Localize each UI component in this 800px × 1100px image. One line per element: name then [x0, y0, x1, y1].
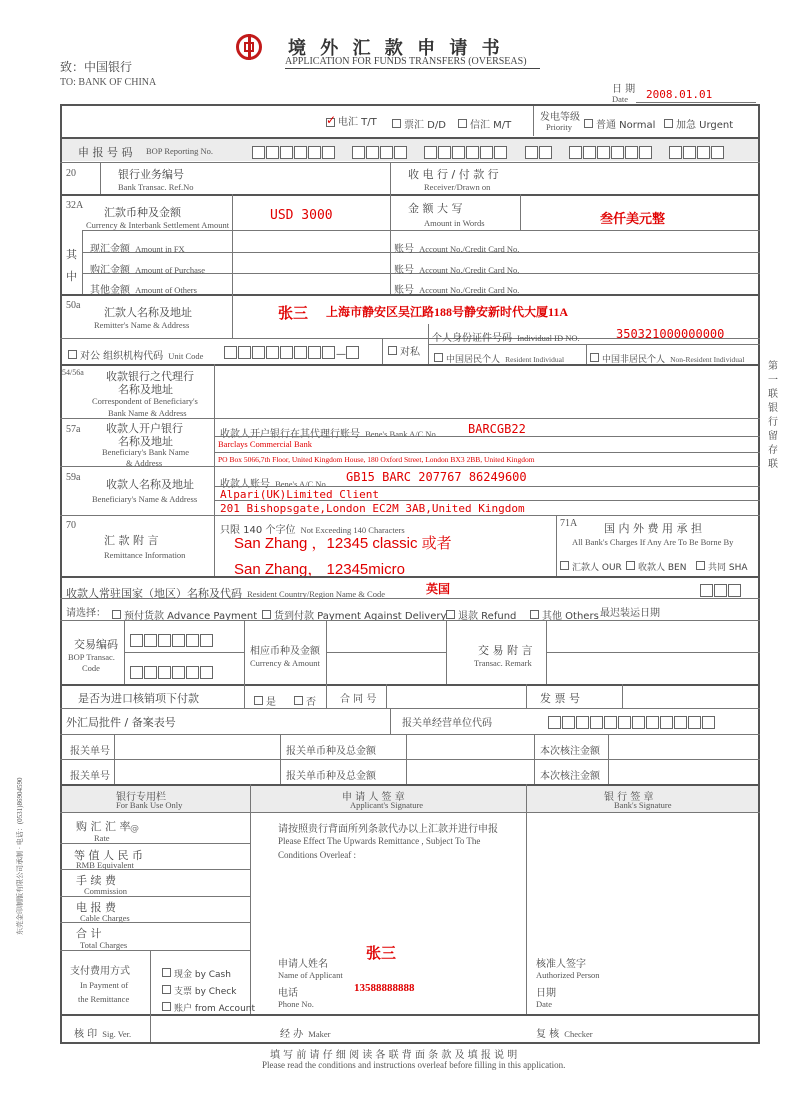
charges-sha[interactable]: 共同 SHA [696, 555, 748, 574]
refund-checkbox[interactable]: 退款 Refund [446, 604, 516, 623]
tt-checkmark: ✓ [326, 112, 337, 127]
bank-signature-label: 银 行 签 章 [604, 792, 654, 803]
charges-label: 国 内 外 费 用 承 担 [604, 522, 702, 535]
charges-label-en: All Bank's Charges If Any Are To Be Borne By [572, 537, 734, 547]
individual-id-label: 个人身份证件号码 Individual ID NO. [432, 333, 580, 344]
phone-value[interactable]: 13588888888 [354, 982, 415, 994]
applicant-name-label-en: Name of Applicant [278, 970, 343, 980]
transac-remark-label: 交 易 附 言 [478, 644, 533, 657]
of-which-char1: 其 [66, 248, 77, 261]
row71a-number: 71A [560, 518, 578, 529]
total-charges-label: 合 计 [76, 927, 102, 940]
customs-code-label: 报关单经营单位代码 [402, 718, 492, 729]
form-title-cn: 境 外 汇 款 申 请 书 [288, 38, 504, 59]
beneficiary-account-label: 收款人账号 Bene's A/C No. [220, 479, 328, 490]
individual-id-value[interactable]: 350321000000000 [616, 327, 725, 341]
beneficiary-label: 收款人名称及地址 [106, 478, 194, 491]
customs-total-label-1: 报关单币种及总金额 [286, 746, 376, 757]
bene-bank-label-en-2: & Address [126, 458, 163, 468]
remittance-info-label-en: Remittance Information [104, 550, 186, 560]
payment-select-label: 请选择： [66, 608, 106, 619]
customs-total-label-2: 报关单币种及总金额 [286, 771, 376, 782]
boc-logo [236, 34, 262, 60]
remittance-info-line1[interactable]: San Zhang ，12345 classic 或者 [234, 535, 452, 552]
amount-words-label: 金 额 大 写 [408, 202, 463, 215]
method-mt[interactable]: 信汇 M/T [458, 113, 511, 132]
row57a-number: 57a [66, 424, 81, 435]
amount-words-label-en: Amount in Words [424, 218, 485, 228]
bene-bank-label-2: 名称及地址 [118, 435, 173, 448]
form-title-en: APPLICATION FOR FUNDS TRANSFERS (OVERSEAS) [285, 56, 527, 67]
rate-label: 购 汇 汇 率 [76, 820, 131, 833]
remittance-info-label: 汇 款 附 言 [104, 534, 159, 547]
bank-use-label: 银行专用栏 [116, 792, 166, 803]
applicant-signature-label: 申 请 人 签 章 [342, 792, 405, 803]
remittance-request-en-1: Please Effect The Upwards Remittance , Subject To The [278, 836, 481, 846]
amount-label: 汇款币种及金额 [104, 206, 181, 219]
charges-ben[interactable]: 收款人 BEN [626, 555, 686, 574]
other-amount-label: 其他金额 Amount of Others [90, 285, 197, 296]
instruction-note-en: Please read the conditions and instructions overleaf before filling in this application. [262, 1060, 566, 1070]
to-bank-cn: 致：中国银行 [60, 60, 133, 74]
correspondent-label-en-1: Correspondent of Beneficiary's [92, 396, 198, 406]
remitter-name[interactable]: 张三 [278, 306, 309, 322]
transac-code-label-en-2: Code [82, 663, 100, 673]
transac-remark-label-en: Transac. Remark [474, 658, 532, 668]
amount-label-en: Currency & Interbank Settlement Amount [86, 220, 230, 230]
character-limit-label: 只限 140 个字位 Not Exceeding 140 Characters [220, 525, 405, 536]
delivery-payment-checkbox[interactable]: 货到付款 Payment Against Delivery [262, 604, 446, 623]
correspondent-label-1: 收款银行之代理行 [106, 370, 194, 383]
fx-amount-label: 现汇金额 Amount in FX [90, 244, 185, 255]
purchase-account-label: 账号 Account No./Credit Card No. [394, 265, 520, 276]
beneficiary-account-value[interactable]: GB15 BARC 207767 86249600 [346, 470, 527, 484]
advance-payment-checkbox[interactable]: 预付货款 Advance Payment [112, 604, 257, 623]
transac-code-boxes-1[interactable] [130, 630, 214, 649]
charges-our[interactable]: 汇款人 OUR [560, 555, 622, 574]
bene-bank-account-label: 收款人开户银行在其代理行账号 Bene's Bank A/C No. [220, 429, 438, 440]
remitter-label: 汇款人名称及地址 [104, 306, 192, 319]
unit-code-boxes[interactable]: — [224, 342, 360, 361]
priority-urgent[interactable]: 加急 Urgent [664, 113, 733, 132]
corporate-checkbox[interactable]: 对公 组织机构代码 Unit Code [68, 344, 203, 363]
bene-bank-label-1: 收款人开户银行 [106, 422, 183, 435]
priority-label-en: Priority [546, 122, 572, 132]
approval-number-label: 外汇局批件 / 备案表号 [66, 716, 176, 729]
total-charges-label-en: Total Charges [80, 940, 128, 950]
last-shipment-date-label: 最迟装运日期 [600, 608, 660, 619]
bank-signature-label-en: Bank's Signature [614, 800, 672, 810]
customs-no-label-1: 报关单号 [70, 746, 110, 757]
country-code-boxes[interactable] [700, 580, 742, 599]
authorized-person-label: 核准人签字 [536, 959, 586, 970]
date-value[interactable]: 2008.01.01 [646, 88, 713, 101]
date-label: 日 期 [612, 84, 636, 95]
beneficiary-address[interactable]: 201 Bishopsgate,London EC2M 3AB,United Kingdom [220, 502, 525, 515]
payment-method-label: 支付费用方式 [70, 966, 130, 977]
by-check-checkbox[interactable]: 支票 by Check [162, 979, 236, 998]
cable-charges-label-en: Cable Charges [80, 913, 130, 923]
bank-date-label-en: Date [536, 999, 553, 1009]
customs-no-label-2: 报关单号 [70, 771, 110, 782]
import-verification-label: 是否为进口核销项下付款 [78, 692, 199, 705]
row59a-number: 59a [66, 472, 81, 483]
rate-at-icon: @ [130, 824, 139, 834]
row54-number: 54/56a [62, 368, 84, 377]
private-checkbox[interactable]: 对私 [388, 340, 420, 359]
country-label: 收款人常驻国家（地区）名称及代码 Resident Country/Region Name & Code [66, 587, 385, 600]
bop-label: 申 报 号 码 [78, 146, 133, 159]
transac-code-boxes-2[interactable] [130, 662, 214, 681]
remitter-label-en: Remitter's Name & Address [94, 320, 190, 330]
bene-bank-address[interactable]: PO Box 5066,7th Floor, United Kingdom House, 180 Oxford Street, London BX3 2BB, United Kingdom [218, 455, 535, 464]
instruction-note-cn: 填 写 前 请 仔 细 阅 读 各 联 背 面 条 款 及 填 报 说 明 [270, 1050, 518, 1061]
payment-method-label-en-2: the Remittance [78, 994, 130, 1004]
applicant-name-label: 申请人姓名 [278, 959, 328, 970]
date-label-en: Date [612, 94, 629, 104]
printer-info: 东莞金印制版有限公司承制 · 电话：(0531)86904590 [16, 777, 24, 935]
verify-amount-label-2: 本次核注金额 [540, 771, 600, 782]
transac-code-label: 交易编码 [74, 638, 118, 651]
nonresident-checkbox[interactable]: 中国非居民个人 Non-Resident Individual [590, 347, 744, 366]
customs-code-boxes[interactable] [548, 712, 716, 731]
bene-bank-label-en-1: Beneficiary's Bank Name [102, 447, 189, 457]
correspondent-label-en-2: Bank Name & Address [108, 408, 187, 418]
rate-label-en: Rate [94, 833, 110, 843]
verify-amount-label-1: 本次核注金额 [540, 746, 600, 757]
checker-label: 复 核 Checker [536, 1029, 593, 1040]
row20-label: 银行业务编号 [118, 168, 184, 181]
import-no-checkbox[interactable]: 否 [294, 690, 316, 709]
phone-label: 电话 [278, 988, 298, 999]
row32a-number: 32A [66, 200, 84, 211]
remittance-info-line2[interactable]: San Zhang， 12345micro [234, 561, 405, 578]
bene-bank-name[interactable]: Barclays Commercial Bank [218, 439, 312, 449]
bop-number-boxes[interactable] [252, 142, 725, 161]
commission-label: 手 续 费 [76, 874, 116, 887]
priority-normal[interactable]: 普通 Normal [584, 113, 655, 132]
sig-ver-label: 核 印 Sig. Ver. [74, 1029, 132, 1040]
priority-label: 发电等级 [540, 112, 580, 123]
row20-label-en: Bank Transac. Ref.No [118, 182, 194, 192]
correspondent-label-2: 名称及地址 [118, 383, 173, 396]
remittance-request-en-2: Conditions Overleaf : [278, 850, 356, 860]
by-cash-checkbox[interactable]: 现金 by Cash [162, 962, 231, 981]
authorized-person-label-en: Authorized Person [536, 970, 600, 980]
other-account-label: 账号 Account No./Credit Card No. [394, 285, 520, 296]
amount-value[interactable]: USD 3000 [270, 208, 333, 223]
by-account-checkbox[interactable]: 账户 from Account [162, 996, 255, 1015]
payment-method-label-en-1: In Payment of [80, 980, 129, 990]
bop-label-en: BOP Reporting No. [146, 146, 213, 156]
purchase-amount-label: 购汇金额 Amount of Purchase [90, 265, 205, 276]
amount-words-value[interactable]: 叁仟美元整 [600, 211, 666, 226]
currency-amount-label-en: Currency & Amount [250, 658, 320, 668]
of-which-char2: 中 [66, 270, 77, 283]
invoice-number-label: 发 票 号 [540, 692, 580, 705]
receiver-label-en: Receiver/Drawn on [424, 182, 491, 192]
remittance-request-cn: 请按照贵行背面所列条款代办以上汇款并进行申报 [278, 824, 498, 835]
contract-number-label: 合 同 号 [340, 694, 377, 705]
method-dd[interactable]: 票汇 D/D [392, 113, 446, 132]
currency-amount-label: 相应币种及金额 [250, 646, 320, 657]
phone-label-en: Phone No. [278, 999, 314, 1009]
applicant-signature-label-en: Applicant's Signature [350, 800, 424, 810]
bene-bank-account-value[interactable]: BARCGB22 [468, 422, 526, 436]
row70-number: 70 [66, 520, 76, 531]
rmb-equivalent-label-en: RMB Equivalent [76, 860, 134, 870]
bank-use-label-en: For Bank Use Only [116, 800, 183, 810]
row50a-number: 50a [66, 300, 81, 311]
bank-date-label: 日期 [536, 988, 556, 999]
copy-indicator: 第 一 联 银 行 留 存 联 [768, 361, 778, 470]
fx-account-label: 账号 Account No./Credit Card No. [394, 244, 520, 255]
import-yes-checkbox[interactable]: 是 [254, 690, 276, 709]
applicant-name-value[interactable]: 张三 [366, 946, 397, 962]
row20-number: 20 [66, 168, 76, 179]
method-tt[interactable]: ✓ 电汇 T/T [326, 112, 377, 128]
resident-checkbox[interactable]: 中国居民个人 Resident Individual [434, 347, 564, 366]
rmb-equivalent-label: 等 值 人 民 币 [74, 849, 143, 862]
beneficiary-name[interactable]: Alpari(UK)Limited Client [220, 488, 379, 501]
others-checkbox[interactable]: 其他 Others [530, 604, 599, 623]
transac-code-label-en-1: BOP Transac. [68, 652, 115, 662]
country-value[interactable]: 英国 [426, 582, 451, 596]
beneficiary-label-en: Beneficiary's Name & Address [92, 494, 198, 504]
receiver-label: 收 电 行 / 付 款 行 [408, 168, 499, 181]
commission-label-en: Commission [84, 886, 127, 896]
cable-charges-label: 电 报 费 [76, 901, 116, 914]
maker-label: 经 办 Maker [280, 1029, 331, 1040]
remitter-address[interactable]: 上海市静安区吴江路188号静安新时代大厦11A [326, 305, 569, 319]
to-bank-en: TO: BANK OF CHINA [60, 77, 157, 88]
